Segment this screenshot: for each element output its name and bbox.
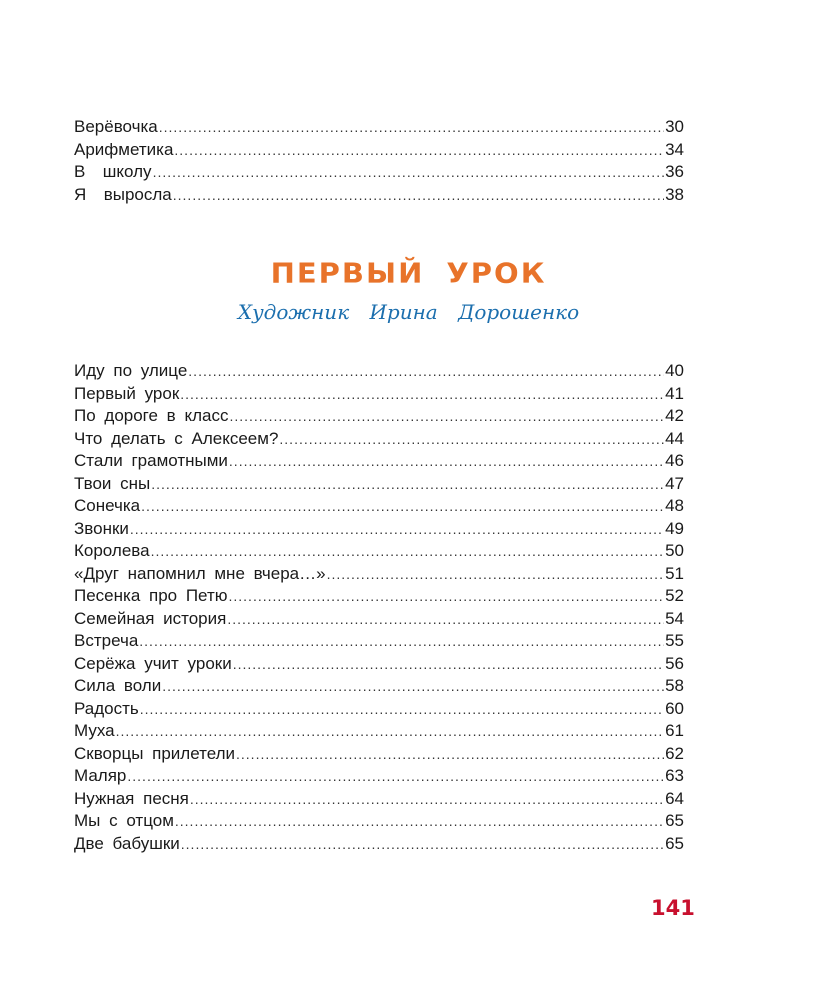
toc-entry (74, 383, 684, 406)
toc-entry-page: 55 (665, 631, 684, 650)
dot-leader (116, 720, 664, 743)
toc-entry (74, 139, 684, 162)
toc-entry (74, 788, 684, 811)
dot-leader (229, 450, 664, 473)
dot-leader (188, 360, 664, 383)
toc-entry-page: 36 (665, 162, 684, 181)
toc-entry-title: Серёжа учит уроки (74, 653, 232, 673)
toc-entry-title: Маляр (74, 766, 127, 785)
toc-entry-page: 42 (665, 406, 684, 425)
toc-entry-title: Муха (74, 721, 115, 740)
dot-leader (151, 473, 664, 496)
toc-entry (74, 450, 684, 473)
toc-entry (74, 428, 684, 451)
toc-entry-title: Семейная история (74, 608, 227, 628)
toc-entry-page: 61 (665, 721, 684, 740)
toc-entry (74, 518, 684, 541)
toc-entry-page: 34 (665, 139, 684, 159)
toc-entry (74, 161, 684, 184)
toc-entry-title: Первый урок (74, 383, 180, 403)
toc-entry-page: 65 (665, 833, 684, 853)
toc-entry-page: 50 (665, 541, 684, 560)
dot-leader (236, 743, 664, 766)
toc-entry (74, 675, 684, 698)
toc-entry (74, 563, 684, 586)
toc-entry (74, 720, 684, 743)
dot-leader (327, 563, 665, 586)
dot-leader (233, 653, 664, 676)
toc-entry-page: 63 (665, 766, 684, 785)
dot-leader (153, 161, 665, 184)
page-number: 141 (651, 896, 695, 920)
toc-entry-title: Сонечка (74, 496, 141, 515)
section-heading: ПЕРВЫЙ УРОК (270, 256, 547, 290)
toc-entry (74, 810, 684, 833)
dot-leader (190, 788, 664, 811)
toc-entry-title: Верёвочка (74, 117, 158, 136)
toc-list-section-1 (74, 116, 684, 206)
toc-entry-title: Радость (74, 698, 139, 718)
dot-leader (175, 810, 664, 833)
toc-entry-page: 62 (665, 743, 684, 763)
toc-entry-page: 60 (665, 698, 684, 718)
dot-leader (227, 608, 664, 631)
toc-entry (74, 405, 684, 428)
toc-entry (74, 608, 684, 631)
toc-entry-page: 44 (665, 428, 684, 448)
toc-entry-title: Нужная песня (74, 788, 189, 808)
toc-entry-title: Твои сны (74, 473, 151, 493)
toc-entry (74, 743, 684, 766)
toc-entry-page: 41 (665, 383, 684, 403)
toc-entry-page: 51 (665, 563, 684, 583)
toc-entry-title: Арифметика (74, 139, 174, 159)
toc-entry-page: 40 (665, 361, 684, 380)
toc-entry-title: Скворцы прилетели (74, 743, 236, 763)
toc-entry-page: 56 (665, 653, 684, 673)
toc-entry-title: Песенка про Петю (74, 586, 228, 605)
dot-leader (159, 116, 664, 139)
toc-entry (74, 653, 684, 676)
toc-entry-page: 46 (665, 451, 684, 470)
toc-entry-page: 30 (665, 117, 684, 136)
dot-leader (139, 630, 664, 653)
toc-entry-title: По дороге в класс (74, 406, 229, 425)
dot-leader (127, 765, 664, 788)
toc-entry-title: В школу (74, 162, 152, 181)
toc-entry-title: Сила воли (74, 676, 162, 695)
toc-entry-title: «Друг напомнил мне вчера…» (74, 563, 326, 583)
toc-entry (74, 698, 684, 721)
toc-entry-page: 54 (665, 608, 684, 628)
toc-entry (74, 116, 684, 139)
toc-entry-page: 58 (665, 676, 684, 695)
toc-entry (74, 833, 684, 856)
dot-leader (140, 698, 664, 721)
toc-entry (74, 765, 684, 788)
toc-entry-title: Две бабушки (74, 833, 180, 853)
dot-leader (141, 495, 664, 518)
toc-entry-page: 38 (665, 184, 684, 204)
toc-entry-title: Встреча (74, 631, 139, 650)
toc-entry-page: 49 (665, 518, 684, 538)
toc-entry-page: 48 (665, 496, 684, 515)
illustrator-credit: Художник Ирина Дорошенко (237, 300, 580, 324)
toc-entry (74, 473, 684, 496)
toc-entry-page: 47 (665, 473, 684, 493)
dot-leader (173, 184, 664, 207)
toc-entry-title: Звонки (74, 518, 129, 538)
toc-entry (74, 585, 684, 608)
toc-entry-title: Что делать с Алексеем? (74, 428, 279, 448)
toc-entry (74, 540, 684, 563)
toc-entry (74, 630, 684, 653)
dot-leader (130, 518, 664, 541)
dot-leader (151, 540, 665, 563)
dot-leader (229, 405, 664, 428)
toc-entry-page: 65 (665, 811, 684, 830)
toc-entry-title: Иду по улице (74, 361, 188, 380)
toc-entry (74, 360, 684, 383)
dot-leader (174, 139, 664, 162)
toc-entry-title: Королева (74, 541, 150, 560)
toc-list-section-2 (74, 360, 684, 855)
toc-entry (74, 184, 684, 207)
dot-leader (229, 585, 665, 608)
toc-entry-title: Я выросла (74, 184, 172, 204)
toc-entry-title: Стали грамотными (74, 451, 228, 470)
dot-leader (180, 383, 664, 406)
dot-leader (181, 833, 664, 856)
dot-leader (162, 675, 664, 698)
toc-entry-page: 52 (665, 586, 684, 605)
toc-entry-page: 64 (665, 788, 684, 808)
toc-entry-title: Мы с отцом (74, 811, 174, 830)
dot-leader (279, 428, 664, 451)
toc-entry (74, 495, 684, 518)
